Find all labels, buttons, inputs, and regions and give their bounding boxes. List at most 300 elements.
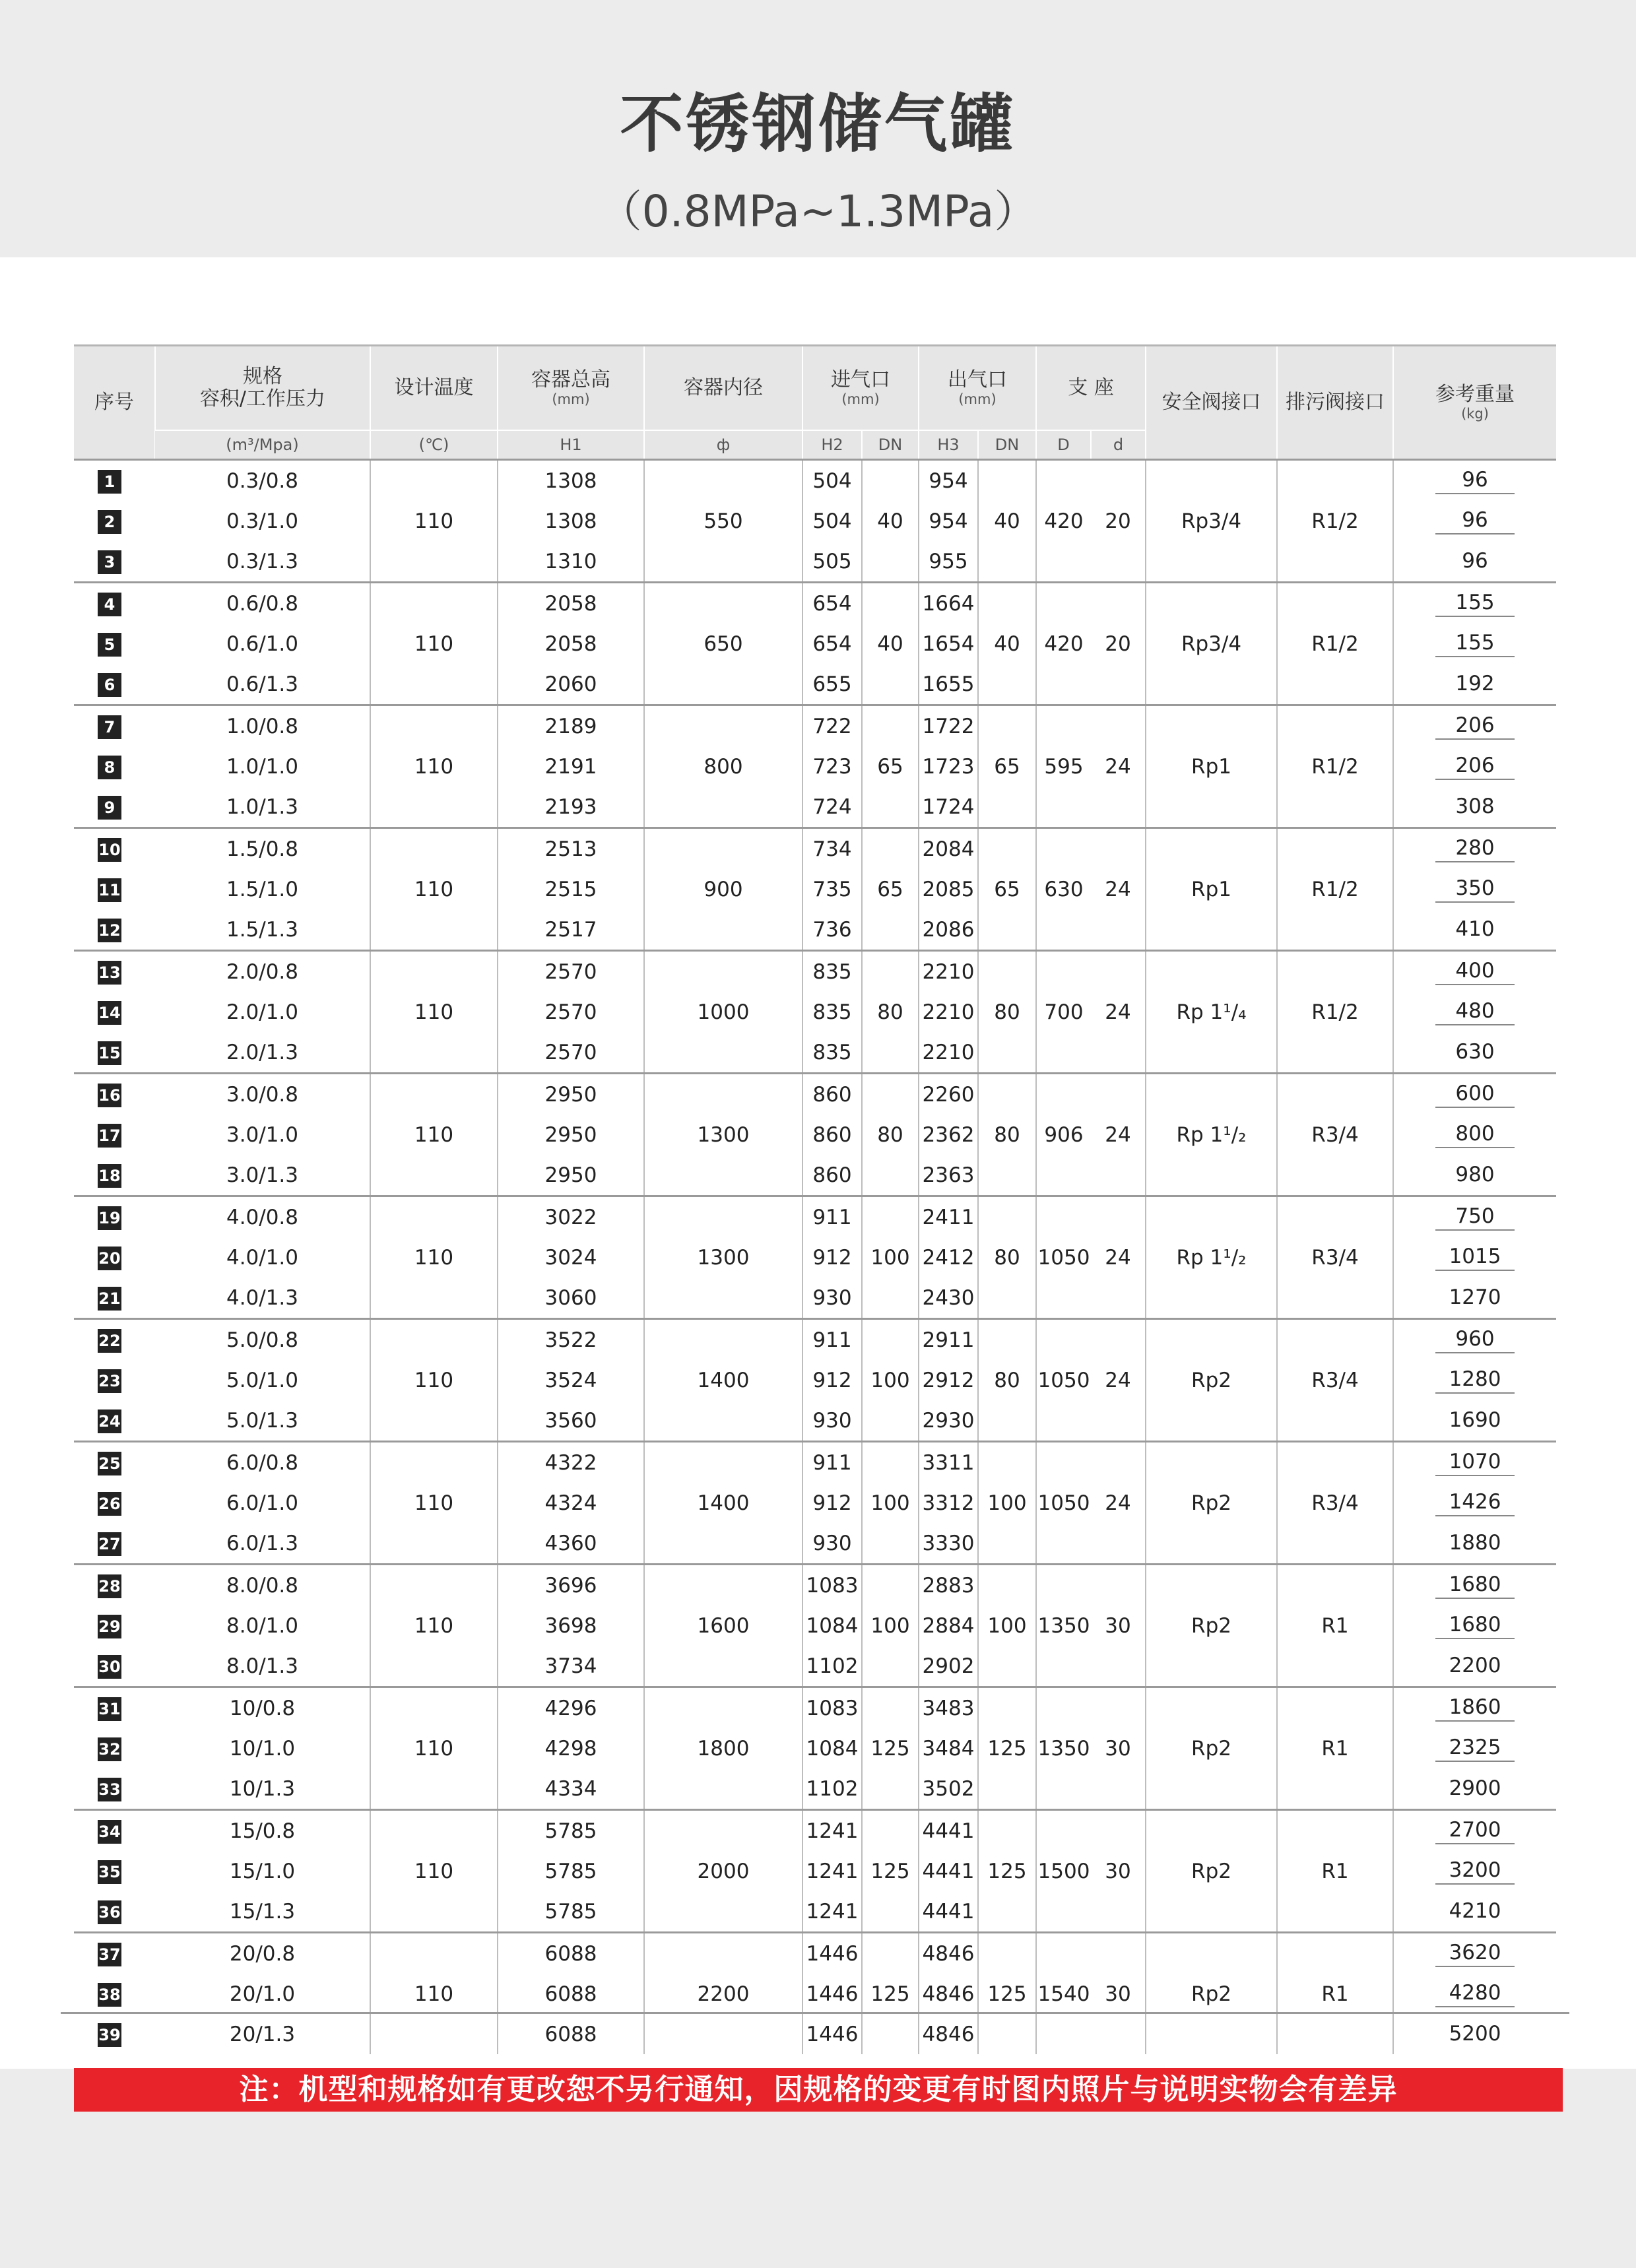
height-cell: 2570 <box>498 951 644 992</box>
weight-cell <box>1393 909 1556 951</box>
diam-cell: 1800 <box>644 1687 802 1810</box>
weight-cell <box>1393 1605 1556 1646</box>
outlet-dn-cell: 80 <box>978 1319 1036 1442</box>
weight-value: 3200 <box>1435 1858 1515 1885</box>
weight-cell <box>1393 1891 1556 1933</box>
outlet-h-cell: 2086 <box>919 909 978 951</box>
temp-cell: 110 <box>370 828 498 951</box>
safety-cell: Rp 1¹/₂ <box>1146 1074 1277 1196</box>
temp-cell: 110 <box>370 951 498 1074</box>
height-cell: 3734 <box>498 1646 644 1687</box>
col-temp: 设计温度 <box>370 346 498 431</box>
col-height-label: 容器总高 <box>531 368 610 391</box>
weight-value: 1070 <box>1435 1450 1515 1476</box>
height-cell: 2950 <box>498 1155 644 1196</box>
drain-cell: R1/2 <box>1277 705 1393 828</box>
outlet-h-cell: 954 <box>919 460 978 502</box>
outlet-dn-cell: 40 <box>978 583 1036 705</box>
spec-cell: 5.0/1.3 <box>226 1408 299 1433</box>
weight-cell <box>1393 1974 1556 2014</box>
inlet-h-cell: 911 <box>802 1196 862 1238</box>
weight-cell <box>1393 787 1556 828</box>
weight-cell <box>1393 1768 1556 1810</box>
outlet-dn-cell: 125 <box>978 1933 1036 2055</box>
row-number <box>74 1687 155 1729</box>
height-cell: 2191 <box>498 746 644 787</box>
spec-cell: 20/1.3 <box>229 2022 296 2046</box>
spec-cell: 0.3/0.8 <box>155 460 370 502</box>
support-d2-cell: 24 <box>1091 828 1146 951</box>
weight-cell <box>1393 501 1556 541</box>
row-number <box>74 1810 155 1852</box>
spec-cell: 4.0/1.0 <box>226 1245 299 1270</box>
weight-value: 600 <box>1435 1082 1515 1108</box>
drain-cell: R1 <box>1277 1933 1393 2055</box>
safety-cell: Rp2 <box>1146 1933 1277 2055</box>
row-number-badge: 2 <box>98 510 121 534</box>
spec-cell: 20/0.8 <box>155 1933 370 1974</box>
height-cell: 5785 <box>498 1891 644 1933</box>
outlet-dn-cell: 80 <box>978 1074 1036 1196</box>
row-number-badge: 17 <box>98 1124 121 1148</box>
height-cell: 4298 <box>498 1728 644 1768</box>
weight-cell <box>1393 1032 1556 1074</box>
inlet-dn-cell: 125 <box>862 1933 919 2055</box>
safety-cell: Rp2 <box>1146 1810 1277 1933</box>
inlet-dn-cell: 40 <box>862 460 919 583</box>
height-cell: 2570 <box>498 1032 644 1074</box>
row-number-badge: 30 <box>98 1655 121 1679</box>
inlet-h-cell: 1102 <box>802 1768 862 1810</box>
weight-cell <box>1393 1851 1556 1891</box>
inlet-dn-cell: 80 <box>862 951 919 1074</box>
row-number-badge: 7 <box>98 715 121 739</box>
outlet-h-cell: 4846 <box>919 2014 978 2054</box>
support-d1-cell: 1350 <box>1036 1687 1091 1810</box>
row-number <box>74 1032 155 1074</box>
spec-cell: 3.0/1.0 <box>226 1122 299 1147</box>
support-d2-cell: 30 <box>1091 1810 1146 1933</box>
outlet-h-cell: 2260 <box>919 1074 978 1115</box>
weight-cell <box>1393 1523 1556 1565</box>
weight-value: 630 <box>1455 1039 1495 1064</box>
row-number <box>74 1523 155 1565</box>
diam-cell: 550 <box>644 460 802 583</box>
row-number-badge: 3 <box>98 550 121 574</box>
spec-cell: 10/1.0 <box>229 1736 296 1761</box>
weight-value: 1426 <box>1435 1490 1515 1516</box>
diam-cell: 2200 <box>644 1933 802 2055</box>
spec-cell: 3.0/0.8 <box>155 1074 370 1115</box>
weight-cell <box>1393 664 1556 705</box>
row-number <box>74 705 155 747</box>
support-d2-cell: 20 <box>1091 460 1146 583</box>
drain-cell: R3/4 <box>1277 1442 1393 1565</box>
row-number <box>74 1728 155 1768</box>
row-number <box>74 951 155 992</box>
outlet-h-cell: 3483 <box>919 1687 978 1729</box>
col-spec-line2: 容积/工作压力 <box>199 387 326 410</box>
inlet-h-cell: 912 <box>802 1237 862 1278</box>
col-spec <box>155 346 370 431</box>
row-number <box>74 746 155 787</box>
inlet-dn-cell: 65 <box>862 828 919 951</box>
spec-cell: 6.0/0.8 <box>155 1442 370 1483</box>
row-number <box>74 909 155 951</box>
spec-cell: 0.6/1.3 <box>226 672 299 696</box>
weight-cell <box>1393 1933 1556 1974</box>
safety-cell: Rp 1¹/₂ <box>1146 1196 1277 1319</box>
inlet-h-cell: 504 <box>802 501 862 541</box>
col-seq: 序号 <box>74 346 155 460</box>
col-outlet-unit: (mm) <box>958 391 997 408</box>
height-cell: 5785 <box>498 1810 644 1852</box>
support-d1-cell: 630 <box>1036 828 1091 951</box>
spec-cell: 1.0/1.0 <box>226 754 299 779</box>
weight-cell <box>1393 1155 1556 1196</box>
inlet-h-cell: 722 <box>802 705 862 747</box>
spec-cell: 1.0/0.8 <box>155 705 370 747</box>
row-number-badge: 20 <box>98 1247 121 1270</box>
table-row <box>74 951 1556 992</box>
drain-cell: R1 <box>1277 1565 1393 1687</box>
weight-value: 3620 <box>1435 1941 1515 1967</box>
row-number <box>74 1565 155 1606</box>
outlet-h-cell: 2412 <box>919 1237 978 1278</box>
weight-value: 480 <box>1435 999 1515 1025</box>
table-row <box>74 1196 1556 1238</box>
weight-cell <box>1393 1483 1556 1523</box>
row-number <box>74 1974 155 2014</box>
row-number <box>74 1155 155 1196</box>
drain-cell: R1/2 <box>1277 583 1393 705</box>
row-number <box>74 828 155 870</box>
outlet-h-cell: 1722 <box>919 705 978 747</box>
diam-cell: 1300 <box>644 1196 802 1319</box>
support-d2-cell: 24 <box>1091 1319 1146 1442</box>
col-inlet-unit: (mm) <box>841 391 880 408</box>
spec-cell: 0.3/1.0 <box>226 509 299 533</box>
inlet-h-cell: 1083 <box>802 1565 862 1606</box>
weight-cell <box>1393 1646 1556 1687</box>
inlet-h-cell: 911 <box>802 1442 862 1483</box>
outlet-h-cell: 2930 <box>919 1400 978 1442</box>
support-d1-cell: 595 <box>1036 705 1091 828</box>
row-number-badge: 1 <box>98 470 121 494</box>
height-cell: 2189 <box>498 705 644 747</box>
inlet-h-cell: 1241 <box>802 1851 862 1891</box>
safety-cell: Rp 1¹/₄ <box>1146 951 1277 1074</box>
weight-cell <box>1393 1442 1556 1483</box>
inlet-dn-cell: 100 <box>862 1319 919 1442</box>
spec-cell: 10/1.3 <box>229 1776 296 1801</box>
row-number-badge: 24 <box>98 1409 121 1433</box>
col-inlet-label: 进气口 <box>831 368 890 391</box>
temp-cell: 110 <box>370 1196 498 1319</box>
inlet-h-cell: 835 <box>802 1032 862 1074</box>
outlet-h-cell: 2883 <box>919 1565 978 1606</box>
drain-cell: R1 <box>1277 1810 1393 1933</box>
spec-cell: 1.5/1.3 <box>226 917 299 942</box>
spec-cell: 1.5/1.0 <box>226 877 299 901</box>
diam-cell: 1600 <box>644 1565 802 1687</box>
spec-cell: 2.0/1.0 <box>226 1000 299 1024</box>
weight-cell <box>1393 1687 1556 1729</box>
weight-value: 308 <box>1455 794 1495 818</box>
inlet-h-cell: 860 <box>802 1074 862 1115</box>
outlet-h-cell: 4441 <box>919 1851 978 1891</box>
support-d2-cell: 30 <box>1091 1687 1146 1810</box>
inlet-h-cell: 1102 <box>802 1646 862 1687</box>
drain-cell: R1/2 <box>1277 828 1393 951</box>
row-number-badge: 27 <box>98 1532 121 1556</box>
col-support-d1: D <box>1036 430 1091 460</box>
weight-value: 960 <box>1435 1327 1515 1353</box>
row-number-badge: 8 <box>98 756 121 779</box>
page-subtitle: （0.8MPa~1.3MPa） <box>598 186 1038 237</box>
row-number <box>74 1768 155 1810</box>
outlet-h-cell: 2363 <box>919 1155 978 1196</box>
weight-cell <box>1393 992 1556 1032</box>
row-number-badge: 13 <box>98 961 121 985</box>
weight-value: 2900 <box>1449 1776 1501 1800</box>
weight-value: 155 <box>1435 591 1515 617</box>
outlet-h-cell: 2411 <box>919 1196 978 1238</box>
row-number-badge: 5 <box>98 633 121 657</box>
support-d1-cell: 420 <box>1036 460 1091 583</box>
weight-value: 980 <box>1455 1162 1495 1186</box>
inlet-h-cell: 724 <box>802 787 862 828</box>
temp-cell: 110 <box>370 1074 498 1196</box>
outlet-h-cell: 4846 <box>919 1974 978 2014</box>
row-number <box>74 1237 155 1278</box>
spec-cell: 15/0.8 <box>155 1810 370 1852</box>
height-cell: 2193 <box>498 787 644 828</box>
outlet-dn-cell: 80 <box>978 1196 1036 1319</box>
weight-value: 4210 <box>1449 1898 1501 1923</box>
drain-cell: R1/2 <box>1277 460 1393 583</box>
height-cell: 2058 <box>498 583 644 624</box>
outlet-h-cell: 955 <box>919 541 978 583</box>
inlet-dn-cell: 40 <box>862 583 919 705</box>
spec-cell: 0.6/0.8 <box>155 583 370 624</box>
weight-value: 5200 <box>1449 2021 1501 2046</box>
inlet-h-cell: 1084 <box>802 1605 862 1646</box>
weight-cell <box>1393 1565 1556 1606</box>
inlet-h-cell: 930 <box>802 1278 862 1319</box>
height-cell: 2517 <box>498 909 644 951</box>
weight-value: 155 <box>1435 631 1515 657</box>
height-cell: 2058 <box>498 624 644 664</box>
spec-cell: 6.0/1.3 <box>226 1531 299 1555</box>
drain-cell: R3/4 <box>1277 1196 1393 1319</box>
weight-value: 400 <box>1435 959 1515 985</box>
spec-cell: 10/0.8 <box>155 1687 370 1729</box>
row-number-badge: 35 <box>98 1860 121 1884</box>
spec-cell: 1.5/0.8 <box>155 828 370 870</box>
weight-value: 350 <box>1435 876 1515 903</box>
height-cell: 6088 <box>498 2014 644 2054</box>
table-row <box>74 1442 1556 1483</box>
safety-cell: Rp1 <box>1146 828 1277 951</box>
row-number <box>74 624 155 664</box>
temp-cell: 110 <box>370 1319 498 1442</box>
height-cell: 3524 <box>498 1360 644 1400</box>
inlet-dn-cell: 65 <box>862 705 919 828</box>
outlet-h-cell: 3484 <box>919 1728 978 1768</box>
height-cell: 5785 <box>498 1851 644 1891</box>
diam-cell: 1300 <box>644 1074 802 1196</box>
inlet-h-cell: 654 <box>802 583 862 624</box>
outlet-h-cell: 4441 <box>919 1891 978 1933</box>
row-number-badge: 22 <box>98 1329 121 1353</box>
weight-cell <box>1393 541 1556 583</box>
support-d1-cell: 700 <box>1036 951 1091 1074</box>
inlet-h-cell: 860 <box>802 1155 862 1196</box>
outlet-dn-cell: 100 <box>978 1565 1036 1687</box>
outlet-h-cell: 3330 <box>919 1523 978 1565</box>
row-number-badge: 9 <box>98 796 121 820</box>
support-d1-cell: 1540 <box>1036 1933 1091 2055</box>
col-drain: 排污阀接口 <box>1277 346 1393 460</box>
height-cell: 3522 <box>498 1319 644 1361</box>
weight-cell <box>1393 746 1556 787</box>
outlet-dn-cell: 40 <box>978 460 1036 583</box>
inlet-dn-cell: 100 <box>862 1196 919 1319</box>
height-cell: 4296 <box>498 1687 644 1729</box>
diam-cell: 900 <box>644 828 802 951</box>
spec-cell: 8.0/1.0 <box>226 1613 299 1638</box>
col-outlet-label: 出气口 <box>948 368 1007 391</box>
weight-cell <box>1393 1360 1556 1400</box>
outlet-h-cell: 1664 <box>919 583 978 624</box>
height-cell: 2950 <box>498 1115 644 1155</box>
height-cell: 2513 <box>498 828 644 870</box>
disclaimer-note: 注：机型和规格如有更改恕不另行通知，因规格的变更有时图内照片与说明实物会有差异 <box>74 2068 1563 2112</box>
outlet-h-cell: 2911 <box>919 1319 978 1361</box>
spec-cell: 8.0/1.3 <box>226 1654 299 1678</box>
safety-cell: Rp2 <box>1146 1319 1277 1442</box>
inlet-h-cell: 911 <box>802 1319 862 1361</box>
inlet-h-cell: 930 <box>802 1400 862 1442</box>
weight-value: 1690 <box>1449 1408 1501 1432</box>
inlet-h-cell: 735 <box>802 869 862 909</box>
weight-value: 280 <box>1435 836 1515 862</box>
inlet-h-cell: 1083 <box>802 1687 862 1729</box>
height-cell: 4324 <box>498 1483 644 1523</box>
col-outlet-h: H3 <box>919 430 978 460</box>
height-cell: 3024 <box>498 1237 644 1278</box>
weight-cell <box>1393 705 1556 747</box>
height-cell: 3560 <box>498 1400 644 1442</box>
temp-cell: 110 <box>370 583 498 705</box>
support-d2-cell: 24 <box>1091 1196 1146 1319</box>
safety-cell: Rp1 <box>1146 705 1277 828</box>
row-number <box>74 1442 155 1483</box>
row-number-badge: 12 <box>98 919 121 942</box>
height-cell: 6088 <box>498 1974 644 2014</box>
weight-cell <box>1393 583 1556 624</box>
table-row <box>74 1810 1556 1852</box>
temp-cell: 110 <box>370 1810 498 1933</box>
outlet-h-cell: 2912 <box>919 1360 978 1400</box>
outlet-dn-cell: 80 <box>978 951 1036 1074</box>
spec-cell: 4.0/1.3 <box>226 1285 299 1310</box>
row-number-badge: 31 <box>98 1697 121 1721</box>
diam-cell: 800 <box>644 705 802 828</box>
inlet-h-cell: 912 <box>802 1483 862 1523</box>
inlet-h-cell: 734 <box>802 828 862 870</box>
height-cell: 3698 <box>498 1605 644 1646</box>
outlet-dn-cell: 65 <box>978 705 1036 828</box>
col-height <box>498 346 644 431</box>
row-number <box>74 1196 155 1238</box>
inlet-dn-cell: 100 <box>862 1565 919 1687</box>
height-cell: 6088 <box>498 1933 644 1974</box>
temp-cell: 110 <box>370 1687 498 1810</box>
spec-cell: 0.6/1.0 <box>226 632 299 656</box>
temp-cell: 110 <box>370 1933 498 2055</box>
outlet-h-cell: 2085 <box>919 869 978 909</box>
temp-cell: 110 <box>370 1442 498 1565</box>
row-number-badge: 25 <box>98 1452 121 1475</box>
row-number-badge: 21 <box>98 1287 121 1311</box>
row-number <box>74 664 155 705</box>
inlet-h-cell: 723 <box>802 746 862 787</box>
row-number <box>74 1360 155 1400</box>
weight-cell <box>1393 624 1556 664</box>
spec-table <box>74 344 1556 2054</box>
weight-cell <box>1393 951 1556 992</box>
row-number-badge: 34 <box>98 1820 121 1844</box>
weight-value: 1680 <box>1435 1613 1515 1639</box>
row-number <box>74 1646 155 1687</box>
outlet-h-cell: 2902 <box>919 1646 978 1687</box>
outlet-h-cell: 2362 <box>919 1115 978 1155</box>
spec-cell: 15/1.0 <box>229 1859 296 1883</box>
row-number <box>74 1605 155 1646</box>
outlet-h-cell: 3312 <box>919 1483 978 1523</box>
spec-cell: 6.0/1.0 <box>226 1491 299 1515</box>
outlet-h-cell: 1655 <box>919 664 978 705</box>
row-number-badge: 14 <box>98 1001 121 1025</box>
inlet-dn-cell: 125 <box>862 1810 919 1933</box>
drain-cell: R3/4 <box>1277 1074 1393 1196</box>
weight-value: 2700 <box>1435 1818 1515 1844</box>
col-height-sub: H1 <box>498 430 644 460</box>
col-temp-unit: (℃) <box>370 430 498 460</box>
col-inlet <box>802 346 919 431</box>
spec-cell: 2.0/1.3 <box>226 1040 299 1064</box>
weight-value: 1270 <box>1449 1285 1501 1309</box>
inlet-h-cell: 1446 <box>802 1974 862 2014</box>
table-row <box>74 1565 1556 1606</box>
outlet-dn-cell: 125 <box>978 1810 1036 1933</box>
spec-cell: 5.0/1.0 <box>226 1368 299 1392</box>
outlet-h-cell: 2210 <box>919 1032 978 1074</box>
table-row <box>74 1933 1556 1974</box>
support-d2-cell: 24 <box>1091 951 1146 1074</box>
table-row <box>74 705 1556 747</box>
height-cell: 2570 <box>498 992 644 1032</box>
row-number <box>74 1891 155 1933</box>
height-cell: 2060 <box>498 664 644 705</box>
row-number-badge: 38 <box>98 1983 121 2007</box>
support-d2-cell: 20 <box>1091 583 1146 705</box>
weight-value: 800 <box>1435 1122 1515 1148</box>
table-row <box>74 828 1556 870</box>
support-d1-cell: 906 <box>1036 1074 1091 1196</box>
